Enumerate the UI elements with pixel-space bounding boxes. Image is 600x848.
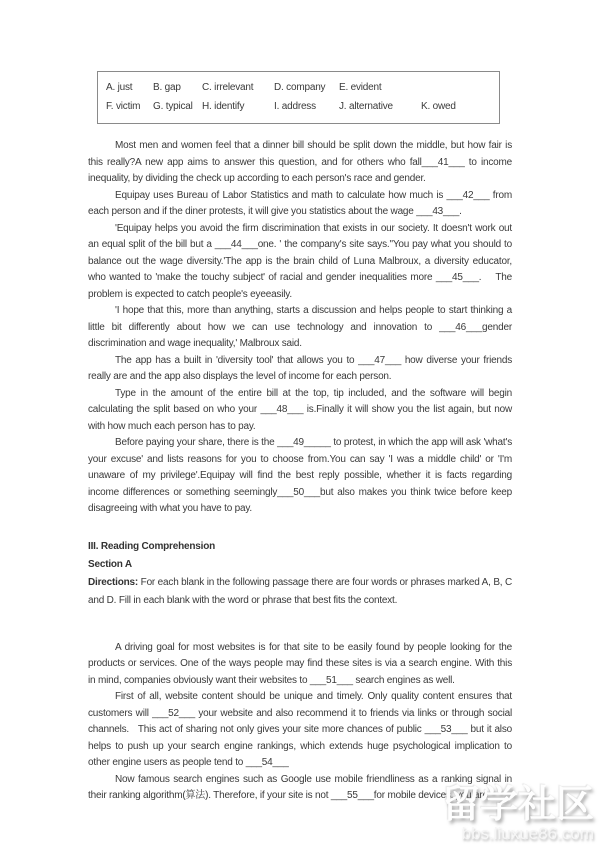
word-option: K. owed xyxy=(421,101,456,112)
word-option: G. typical xyxy=(153,101,193,112)
passage-paragraph: Equipay uses Bureau of Labor Statistics and math to calculate how much is ___42___ from each person and if the diner protests, it will give you statistics about the wage ___43___. xyxy=(88,189,515,217)
passage-paragraph: Before paying your share, there is the ___49_____ to protest, in which the app will ask 'what's your excuse' and lists reasons for you to choose from.You can say 'I was a middle child' or 'I'm unaware of my privilege'.Equipay will find the best reply possible, whether it is facts regarding income differences or something seemingly___50___but also makes you think twice before keep disagreeing with what you have to pay. xyxy=(88,437,515,514)
word-option: D. company xyxy=(274,82,326,93)
directions-text: For each blank in the following passage there are four words or phrases marked A, B, C and D. Fill in each blank with the word or phrase that best fits the context. xyxy=(88,576,515,606)
passage-paragraph: 'Equipay helps you avoid the firm discrimination that exists in our society. It doesn't work out an equal split of the bill but a ___44___one. ' the company's site says."You pay what you should to balance out the wage diversity.'The app is the brain child of Luna Malbroux, a diversity educator, who wanted to 'make the touchy subject' of racial and gender inequalities more ___45___. The problem is expected to catch people's eyeeasily. xyxy=(88,222,515,300)
word-option-empty xyxy=(421,78,495,97)
reading-passage xyxy=(88,640,515,805)
word-option: F. victim xyxy=(106,101,141,112)
directions-label: Directions: xyxy=(88,576,139,588)
word-bank-row xyxy=(106,97,495,116)
passage-paragraph: Type in the amount of the entire bill at the top, tip included, and the software will begin calculating the split based on who your ___48___ is.Finally it will show you the list again, but now with how much each person has to pay. xyxy=(88,387,515,432)
word-option: I. address xyxy=(274,101,316,112)
passage-paragraph: The app has a built in 'diversity tool' that allows you to ___47___ how diverse your friends really are and the app also displays the level of income for each person. xyxy=(88,354,515,382)
content-column xyxy=(88,71,515,805)
watermark-title: 留学社区 xyxy=(441,784,594,826)
word-option: H. identify xyxy=(202,101,245,112)
word-option: B. gap xyxy=(153,82,181,93)
directions xyxy=(88,574,515,610)
word-bank-row xyxy=(106,78,495,97)
word-option: J. alternative xyxy=(339,101,393,112)
word-option: A. just xyxy=(106,82,133,93)
cloze-passage xyxy=(88,138,515,518)
section-block xyxy=(88,538,515,610)
passage-paragraph: First of all, website content should be unique and timely. Only quality content ensures that customers will ___52___ your website and also recommend it to friends via links or through social channels. This act of sharing not only gives your site more chances of public ___53___ but it also helps to push up your search engine rankings, which extends huge psychological implication to other engine users as people tend to ___54___ xyxy=(88,691,515,768)
watermark-url: bbs.liuxue86.com xyxy=(461,824,594,843)
passage-paragraph: 'I hope that this, more than anything, starts a discussion and helps people to start thinking a little bit differently about how we can use technology and innovation to ___46___gender discrimination and wage inequality,' Malbroux said. xyxy=(88,305,515,349)
section-subheading: Section A xyxy=(88,558,132,570)
passage-paragraph: Now famous search engines such as Google use mobile friendliness as a ranking signal in their ranking algorithm(算法). Therefore, if your site is not ___55___for mobile devices, you are xyxy=(88,773,515,801)
word-option: E. evident xyxy=(339,82,382,93)
passage-paragraph: A driving goal for most websites is for that site to be easily found by people looking for the products or services. One of the ways people may find these sites is via a search engine. With this in mind, companies obviously want their websites to ___51___ search engines as well. xyxy=(88,641,515,686)
word-option: C. irrelevant xyxy=(202,82,254,93)
passage-paragraph: Most men and women feel that a dinner bill should be split down the middle, but how fair is this really?A new app aims to answer this question, and for others who fall___41___ to income inequality, by dividing the check up according to each person's race and gender. xyxy=(88,140,515,184)
section-heading: III. Reading Comprehension xyxy=(88,540,216,552)
word-bank xyxy=(97,71,500,124)
